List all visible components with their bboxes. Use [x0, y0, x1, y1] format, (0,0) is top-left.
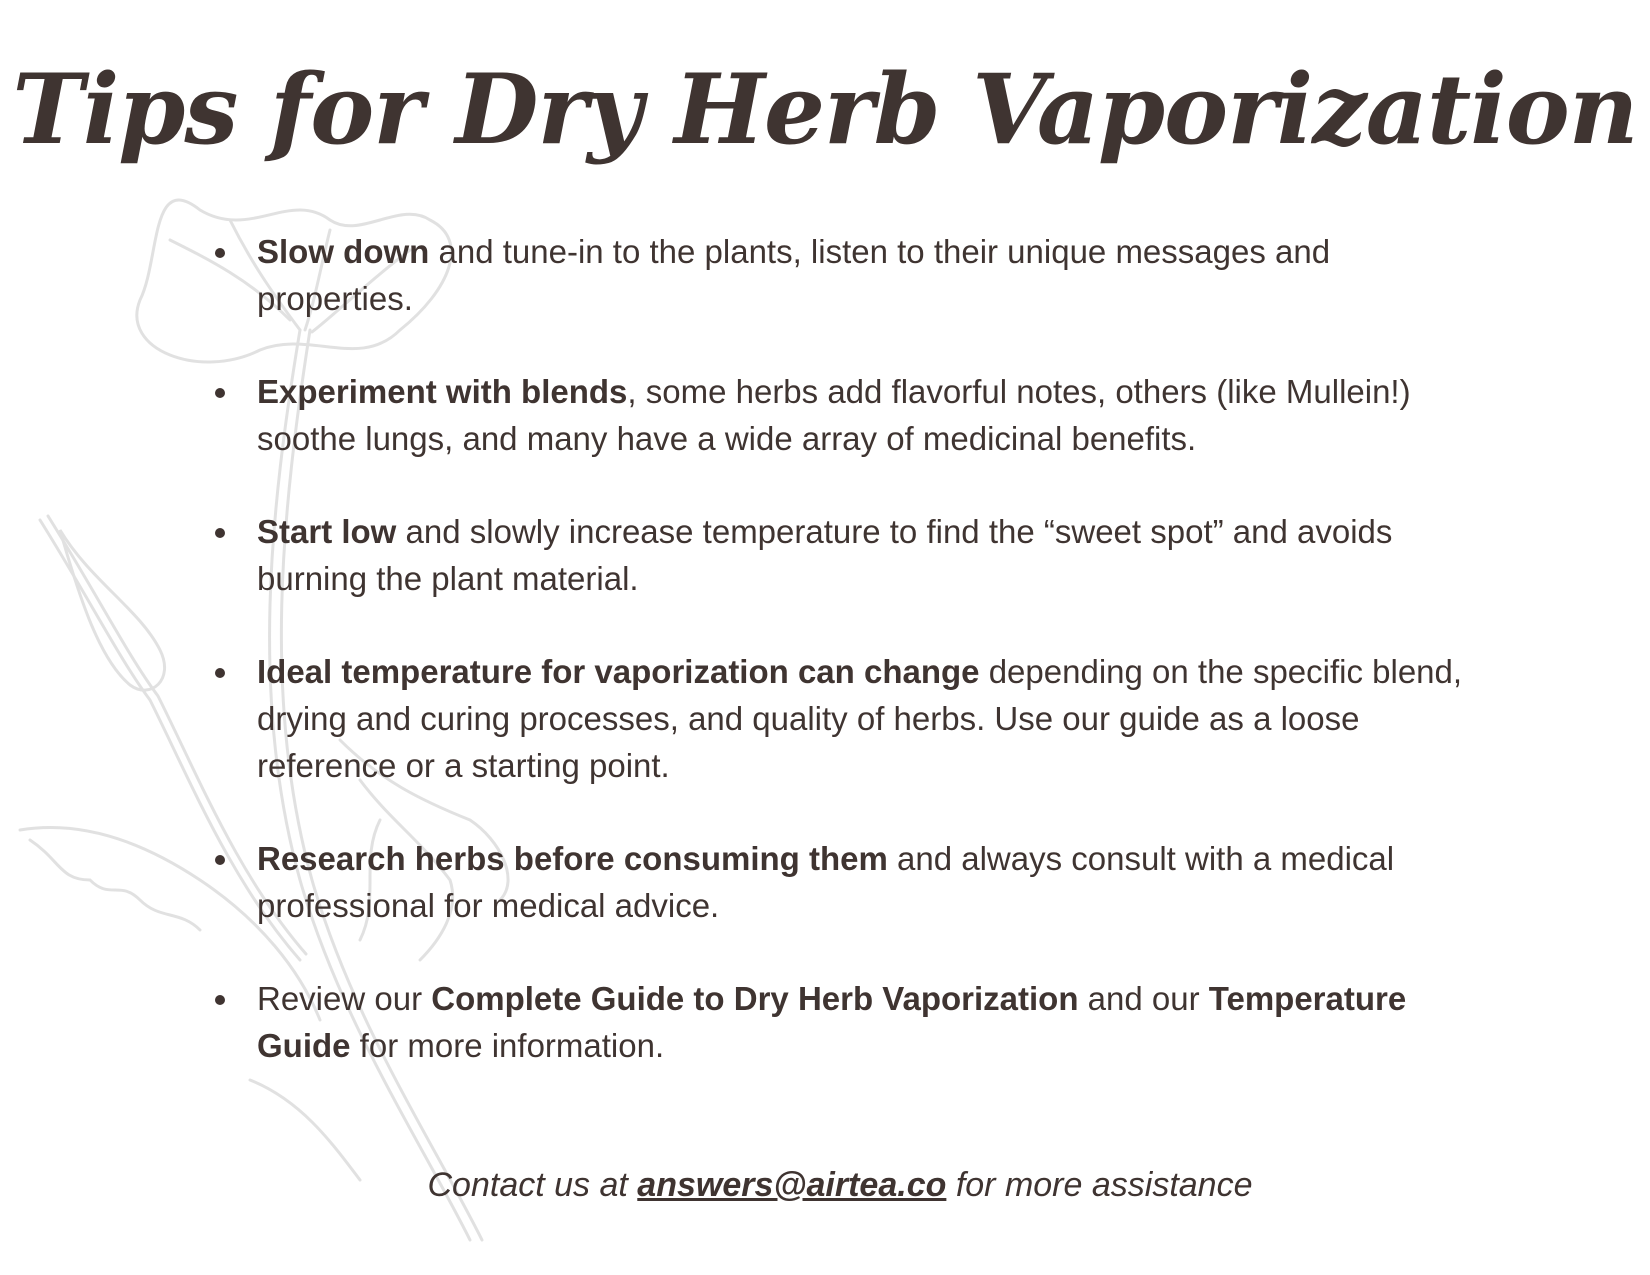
tip-text: and slowly increase temperature to find the “sweet spot” and avoids burning the plant material. [257, 513, 1393, 597]
tip-bold-text: Start low [257, 513, 397, 550]
list-item [205, 975, 1465, 1069]
tips-list [205, 228, 1465, 1115]
list-item [205, 508, 1465, 602]
list-item [205, 835, 1465, 929]
tip-text: depending on the specific blend, drying and curing processes, and quality of herbs. Use our guide as a loose reference or a starting point. [257, 653, 1463, 784]
tip-text: and always consult with a medical professional for medical advice. [257, 840, 1395, 924]
temperature-guide-link[interactable]: Temperature Guide [257, 980, 1407, 1064]
bullet-dot-icon [215, 528, 225, 538]
email-link[interactable]: answers@airtea.co [637, 1166, 947, 1204]
contact-line [0, 1160, 1650, 1210]
tip-bold-text: Slow down [257, 233, 430, 270]
tip-text: and our [1078, 980, 1209, 1017]
complete-guide-link[interactable]: Complete Guide to Dry Herb Vaporization [431, 980, 1079, 1017]
bullet-dot-icon [215, 855, 225, 865]
tip-text: Review our [257, 980, 432, 1017]
bullet-dot-icon [215, 248, 225, 258]
list-item [205, 368, 1465, 462]
tip-text: and tune-in to the plants, listen to their unique messages and properties. [257, 233, 1331, 317]
page-title: Tips for Dry Herb Vaporization [12, 53, 1638, 166]
bullet-dot-icon [215, 388, 225, 398]
list-item [205, 648, 1465, 789]
tip-bold-text: Ideal temperature for vaporization can change [257, 653, 980, 690]
bullet-dot-icon [215, 668, 225, 678]
contact-suffix: for more assistance [946, 1166, 1253, 1204]
tip-bold-text: Experiment with blends [257, 373, 628, 410]
tip-text: for more information. [350, 1027, 665, 1064]
bullet-dot-icon [215, 995, 225, 1005]
tip-text: , some herbs add flavorful notes, others (like Mullein!) soothe lungs, and many have a wide array of medicinal benefits. [257, 373, 1411, 457]
tip-bold-text: Research herbs before consuming them [257, 840, 888, 877]
contact-prefix: Contact us at [427, 1166, 638, 1204]
list-item [205, 228, 1465, 322]
